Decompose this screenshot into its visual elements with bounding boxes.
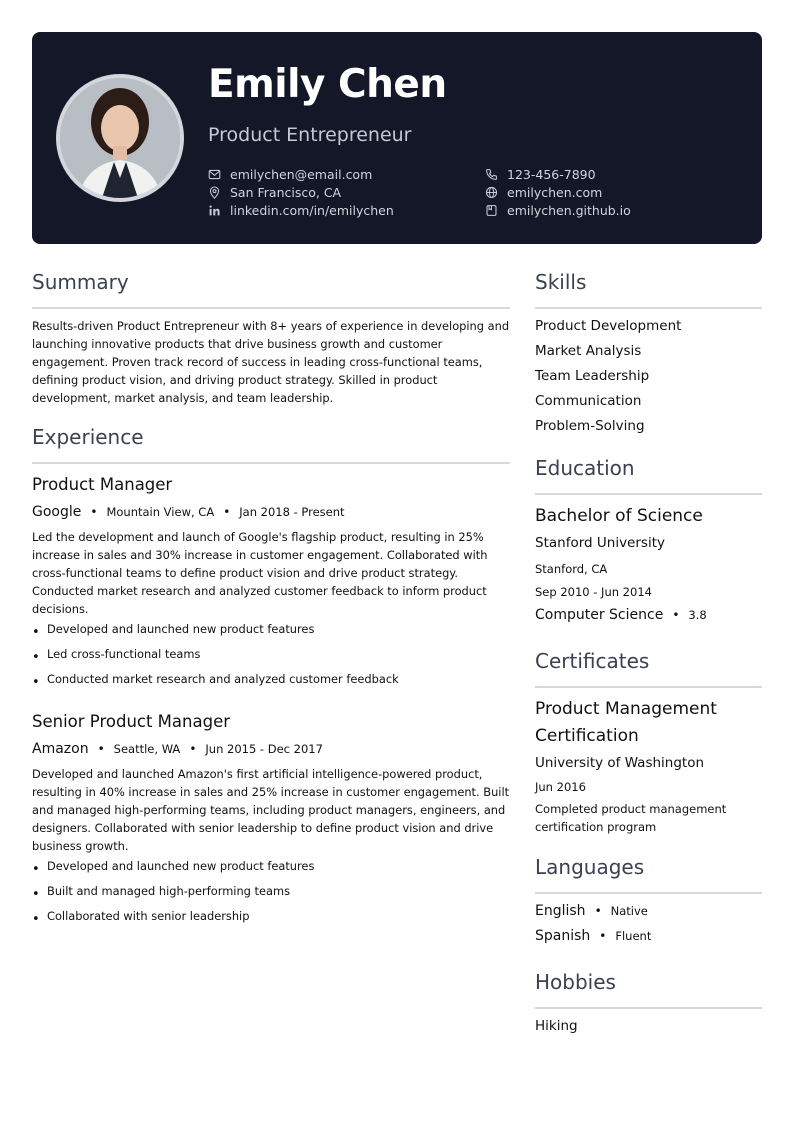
languages-divider [535,892,762,894]
candidate-title: Product Entrepreneur [208,124,412,146]
job-description: Developed and launched Amazon's first artificial intelligence-powered product, resulting in 40% increase in sales and 25% increase in customer engagement. Built and managed high-performing teams, including product managers, engineers, and designers. Collaborated with senior leadership to define product vision and drive business growth. [32,767,510,853]
separator-dot: • [672,608,680,622]
contact-phone[interactable] [485,167,596,182]
job-location: Mountain View, CA [106,505,215,519]
list-item [32,909,250,927]
experience-heading: Experience [32,425,144,449]
job-meta [32,504,345,520]
contact-location [208,185,341,200]
certificate-date: Jun 2016 [535,780,586,794]
list-item-text: Led cross-functional teams [47,647,201,661]
job-location: Seattle, WA [113,742,181,756]
list-item [32,859,315,877]
list-item [32,647,201,665]
separator-dot: • [189,742,197,756]
language-level: Fluent [615,929,652,943]
certificate-issuer: University of Washington [535,755,705,771]
separator-dot: • [90,505,98,519]
skills-heading: Skills [535,270,587,294]
education-field: Computer Science [535,607,664,623]
linkedin-icon [208,204,221,217]
avatar [56,74,184,202]
language-level: Native [610,904,648,918]
bullet-icon: • [32,887,40,902]
job-dates: Jun 2015 - Dec 2017 [205,742,323,756]
list-item [32,884,291,902]
certificate-description-line2: certification program [535,820,657,834]
map-pin-icon [208,186,221,199]
bullet-icon: • [32,625,40,640]
language-name: Spanish [535,928,591,944]
hobbies-divider [535,1007,762,1009]
education-dates: Sep 2010 - Jun 2014 [535,585,652,599]
list-item-text: Collaborated with senior leadership [47,909,250,923]
job-title: Senior Product Manager [32,712,231,731]
certificate-description-line1: Completed product management [535,802,727,816]
education-degree: Bachelor of Science [535,506,703,526]
contact-email-text: emilychen@email.com [230,167,373,182]
hobby-item: Hiking [535,1018,578,1034]
education-divider [535,493,762,495]
education-gpa: 3.8 [688,608,707,622]
contact-location-text: San Francisco, CA [230,185,342,200]
hobbies-heading: Hobbies [535,970,616,994]
bullet-icon: • [32,650,40,665]
bullet-icon: • [32,862,40,877]
certificate-name-line1: Product Management [535,699,717,719]
list-item-text: Developed and launched new product features [47,622,315,636]
job-title: Product Manager [32,475,173,494]
list-item [32,622,315,640]
job-description: Led the development and launch of Google's flagship product, resulting in 25% increase in sales and 30% increase in customer engagement. Collaborated with cross-functional teams to define product vision and drive product strategy. Conducted market research and analyzed customer feedback to inform product decisions. [32,530,488,616]
avatar-portrait-icon [60,78,180,198]
contact-github-text: emilychen.github.io [507,203,631,218]
separator-dot: • [97,742,105,756]
globe-icon [485,186,498,199]
skill-item: Communication [535,393,642,409]
education-heading: Education [535,456,635,480]
bullet-icon: • [32,675,40,690]
education-field-row [535,607,707,623]
skill-item: Team Leadership [535,368,650,384]
certificate-name-line2: Certification [535,726,639,746]
resume-header [32,32,762,244]
language-name: English [535,903,586,919]
skill-item: Problem-Solving [535,418,645,434]
skills-divider [535,307,762,309]
contact-website-text: emilychen.com [507,185,603,200]
list-item-text: Built and managed high-performing teams [47,884,291,898]
job-meta [32,741,323,757]
separator-dot: • [223,505,231,519]
mail-icon [208,168,221,181]
summary-divider [32,307,510,309]
job-company: Google [32,504,82,520]
language-item [535,928,651,944]
certificates-divider [535,686,762,688]
skill-item: Product Development [535,318,682,334]
list-item-text: Developed and launched new product features [47,859,315,873]
education-location: Stanford, CA [535,562,608,576]
skill-item: Market Analysis [535,343,642,359]
list-item-text: Conducted market research and analyzed customer feedback [47,672,399,686]
separator-dot: • [599,929,607,943]
phone-icon [485,168,498,181]
contact-phone-text: 123-456-7890 [507,167,596,182]
contact-email[interactable] [208,167,372,182]
list-item [32,672,399,690]
contact-github[interactable] [485,203,631,218]
job-company: Amazon [32,741,89,757]
summary-heading: Summary [32,270,129,294]
certificates-heading: Certificates [535,649,650,673]
languages-heading: Languages [535,855,645,879]
contact-website[interactable] [485,185,602,200]
contact-linkedin-text: linkedin.com/in/emilychen [230,203,394,218]
contact-linkedin[interactable] [208,203,394,218]
github-icon [485,204,498,217]
education-school: Stanford University [535,535,665,551]
separator-dot: • [594,904,602,918]
candidate-name: Emily Chen [208,62,447,107]
summary-text: Results-driven Product Entrepreneur with 8+ years of experience in developing and launching innovative products that drive business growth and customer engagement. Proven track record of success in leading cross-functional teams, defining product vision, and driving product strategy. Skilled in product development, market analysis, and team leadership. [32,319,510,405]
job-dates: Jan 2018 - Present [239,505,345,519]
language-item [535,903,648,919]
experience-divider [32,462,510,464]
bullet-icon: • [32,912,40,927]
